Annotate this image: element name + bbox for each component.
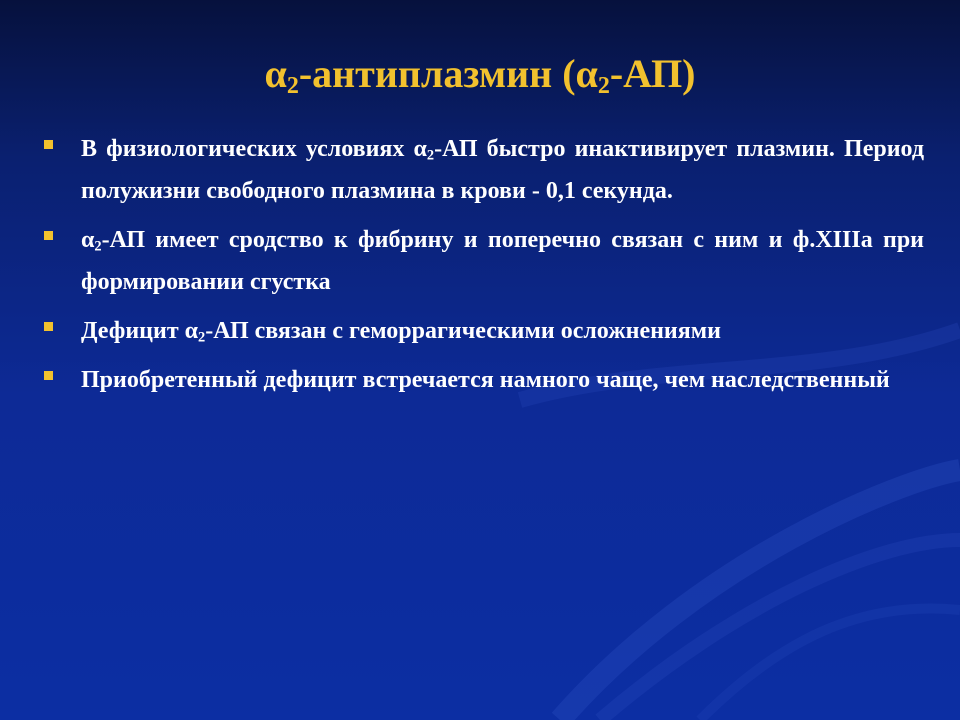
bullet-text-part: В физиологических условиях α — [81, 136, 427, 162]
bullet-text — [81, 359, 924, 401]
bullet-item — [44, 359, 924, 401]
bullet-list — [44, 128, 924, 408]
bullet-item — [44, 219, 924, 303]
title-suffix: -АП) — [609, 51, 696, 96]
title-middle: -антиплазмин (α — [298, 51, 598, 96]
bullet-text-part: Дефицит α — [81, 318, 199, 344]
bullet-subscript: 2 — [198, 329, 206, 346]
bullet-text — [81, 219, 924, 303]
bullet-item — [44, 310, 924, 352]
bullet-text-part: -АП имеет сродство к фибрину и поперечно связан с ним и ф.XIIIa при формировании сгустка — [81, 227, 924, 295]
bullet-text-part: -АП быстро инактивирует плазмин. Период полужизни свободного плазмина в крови - 0,1 секунда. — [81, 136, 924, 204]
slide-title — [0, 50, 960, 98]
square-bullet-icon — [44, 140, 53, 149]
square-bullet-icon — [44, 231, 53, 240]
bullet-subscript: 2 — [426, 147, 435, 164]
title-subscript-1: 2 — [286, 73, 299, 99]
square-bullet-icon — [44, 371, 53, 380]
title-subscript-2: 2 — [597, 73, 610, 99]
bullet-text-part: α — [81, 227, 95, 253]
bullet-text-part: -АП связан с геморрагическими осложнениями — [205, 318, 721, 344]
bullet-subscript: 2 — [94, 238, 102, 255]
bullet-text — [81, 128, 924, 212]
bullet-text — [81, 310, 924, 352]
bullet-item — [44, 128, 924, 212]
title-alpha: α — [264, 51, 287, 96]
bullet-text-part: Приобретенный дефицит встречается намного чаще, чем наследственный — [81, 367, 890, 393]
square-bullet-icon — [44, 322, 53, 331]
